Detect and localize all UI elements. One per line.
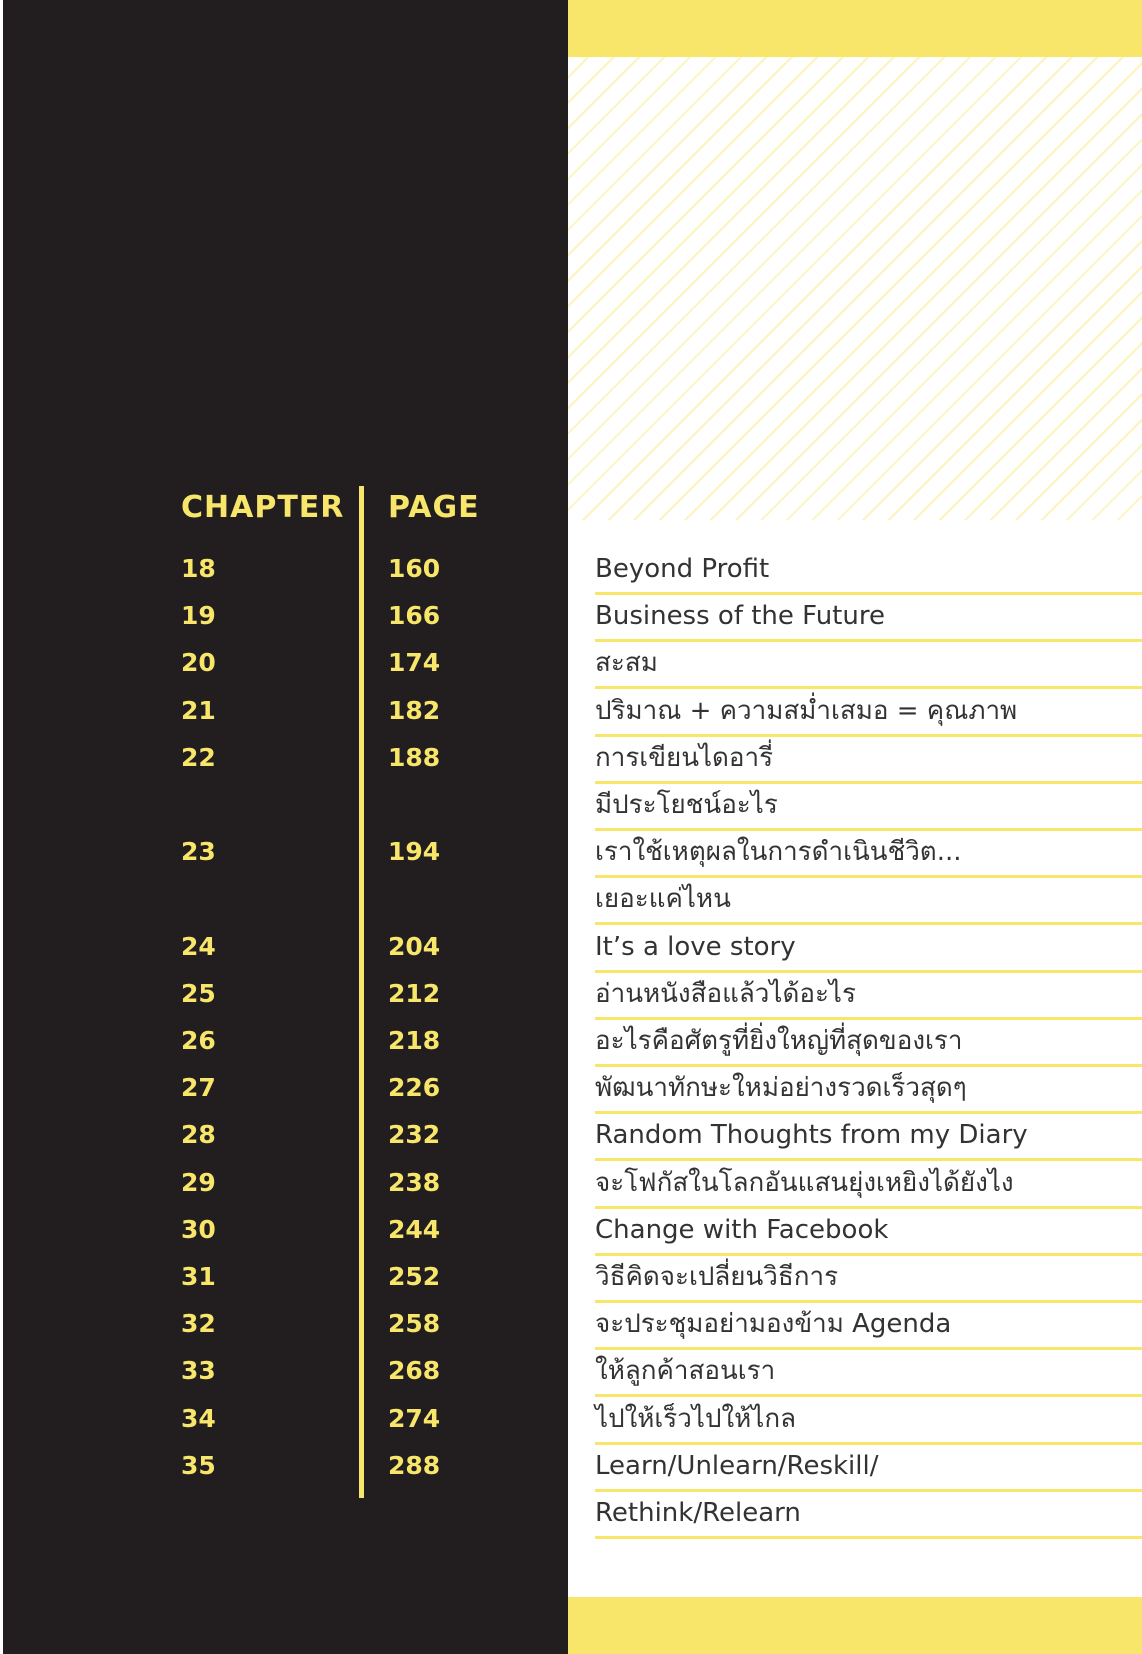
page-number: 226 bbox=[388, 1073, 441, 1103]
chapter-title[interactable]: จะโฟกัสในโลกอันแสนยุ่งเหยิงได้ยังไง bbox=[595, 1167, 1014, 1198]
chapter-number: 20 bbox=[181, 648, 216, 678]
page-number: 188 bbox=[388, 742, 441, 772]
chapter-title[interactable]: เยอะแค่ไหน bbox=[595, 884, 731, 915]
chapter-number: 24 bbox=[181, 931, 216, 961]
page-number: 182 bbox=[388, 695, 441, 725]
chapter-title[interactable]: อะไรคือศัตรูที่ยิ่งใหญ่ที่สุดของเรา bbox=[595, 1026, 963, 1056]
chapter-number: 23 bbox=[181, 837, 216, 867]
page-number: 268 bbox=[388, 1356, 441, 1386]
chapter-title[interactable]: Change with Facebook bbox=[595, 1214, 889, 1245]
diagonal-hatch-pattern bbox=[568, 57, 1142, 520]
chapter-number: 34 bbox=[181, 1403, 216, 1433]
chapter-number: 35 bbox=[181, 1450, 216, 1480]
page-number: 238 bbox=[388, 1167, 441, 1197]
page-number: 274 bbox=[388, 1403, 441, 1433]
chapter-title[interactable]: ให้ลูกค้าสอนเรา bbox=[595, 1356, 776, 1387]
chapter-column-heading: CHAPTER bbox=[181, 490, 345, 525]
chapter-title[interactable]: สะสม bbox=[595, 648, 658, 679]
chapter-title[interactable]: Rethink/Relearn bbox=[595, 1498, 801, 1528]
row-underline bbox=[595, 639, 1142, 642]
chapter-title[interactable]: ปริมาณ + ความสม่ำเสมอ = คุณภาพ bbox=[595, 695, 1018, 726]
chapter-title[interactable]: เราใช้เหตุผลในการดำเนินชีวิต... bbox=[595, 837, 962, 868]
page-number: 252 bbox=[388, 1262, 441, 1291]
chapter-number: 28 bbox=[181, 1120, 216, 1150]
chapter-title[interactable]: Learn/Unlearn/Reskill/ bbox=[595, 1450, 879, 1481]
chapter-number: 30 bbox=[181, 1214, 216, 1244]
chapter-number: 18 bbox=[181, 554, 216, 583]
chapter-number: 21 bbox=[181, 695, 216, 725]
chapter-number: 33 bbox=[181, 1356, 216, 1386]
page-number: 204 bbox=[388, 931, 441, 961]
chapter-title[interactable]: อ่านหนังสือแล้วได้อะไร bbox=[595, 978, 856, 1009]
chapter-title[interactable]: จะประชุมอย่ามองข้าม Agenda bbox=[595, 1309, 952, 1340]
chapter-title[interactable]: Business of the Future bbox=[595, 601, 885, 632]
dark-side-panel bbox=[3, 0, 568, 1654]
top-yellow-band bbox=[568, 0, 1142, 57]
row-underline bbox=[595, 1536, 1142, 1539]
chapter-title[interactable]: การเขียนไดอารี่ bbox=[595, 742, 774, 773]
chapter-number: 19 bbox=[181, 601, 216, 631]
chapter-title[interactable]: ไปให้เร็วไปให้ไกล bbox=[595, 1403, 797, 1434]
page-number: 212 bbox=[388, 978, 441, 1008]
chapter-title[interactable]: พัฒนาทักษะใหม่อย่างรวดเร็วสุดๆ bbox=[595, 1073, 967, 1104]
column-divider bbox=[359, 486, 364, 1498]
page-number: 232 bbox=[388, 1120, 441, 1150]
bottom-yellow-band bbox=[568, 1597, 1142, 1654]
chapter-number: 31 bbox=[181, 1262, 216, 1291]
chapter-number: 25 bbox=[181, 978, 216, 1008]
page-number: 194 bbox=[388, 837, 441, 867]
chapter-number: 26 bbox=[181, 1026, 216, 1055]
page-number: 174 bbox=[388, 648, 441, 678]
page-number: 166 bbox=[388, 601, 441, 631]
chapter-number: 29 bbox=[181, 1167, 216, 1197]
chapter-title[interactable]: วิธีคิดจะเปลี่ยนวิธีการ bbox=[595, 1262, 839, 1292]
chapter-title[interactable]: Random Thoughts from my Diary bbox=[595, 1120, 1028, 1151]
chapter-title[interactable]: It’s a love story bbox=[595, 931, 796, 962]
chapter-title[interactable]: มีประโยชน์อะไร bbox=[595, 790, 778, 820]
page-number: 288 bbox=[388, 1450, 441, 1480]
chapter-number: 32 bbox=[181, 1309, 216, 1339]
page-number: 258 bbox=[388, 1309, 441, 1339]
page-column-heading: PAGE bbox=[388, 490, 480, 525]
page-number: 218 bbox=[388, 1026, 441, 1055]
page-number: 160 bbox=[388, 554, 441, 583]
chapter-title[interactable]: Beyond Profit bbox=[595, 554, 770, 584]
chapter-number: 27 bbox=[181, 1073, 216, 1103]
chapter-number: 22 bbox=[181, 742, 216, 772]
page-number: 244 bbox=[388, 1214, 441, 1244]
